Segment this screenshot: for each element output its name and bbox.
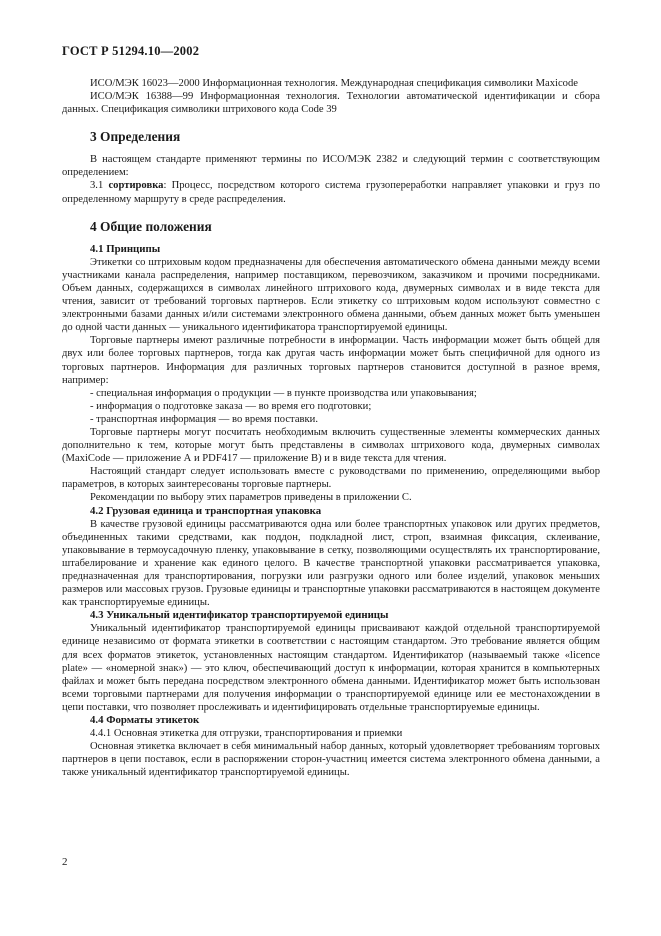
page-number: 2	[62, 856, 68, 868]
definition-3-1	[62, 179, 600, 205]
definition-term: сортировка	[108, 180, 164, 192]
section-4-title: 4 Общие положения	[90, 218, 212, 234]
section-3-title: 3 Определения	[90, 129, 181, 145]
normative-reference-2: ИСО/МЭК 16388—99 Информационная технология. Технологии автоматической идентификации и сбора данных. Спецификация символики штрихового кода Code 39	[62, 91, 600, 116]
section-3-intro: В настоящем стандарте применяют термины по ИСО/МЭК 2382 и следующий термин с соответствующим определением:	[62, 154, 600, 179]
subsection-4-4-1-title: 4.4.1 Основная этикетка для отгрузки, транспортирования и приемки	[90, 728, 403, 740]
list-item: - специальная информация о продукции — в пункте производства или упаковывания;	[90, 387, 477, 399]
paragraph: Настоящий стандарт следует использовать вместе с руководствами по применению, определяющими выбор параметров, в которых заинтересованы торговые партнеры.	[62, 466, 600, 491]
subsection-4-1-title: 4.1 Принципы	[90, 242, 161, 255]
list-item: - транспортная информация — во время поставки.	[90, 413, 318, 425]
paragraph: Рекомендации по выбору этих параметров приведены в приложении С.	[90, 492, 412, 504]
paragraph: Торговые партнеры имеют различные потребности в информации. Часть информации может быть общей для двух или более торговых партнеров, тогда как другая часть информации может быть специфичной для одного из торговых партнеров. Информация для различных торговых партнеров становится доступной в разное время, например:	[62, 335, 600, 386]
list-item: - информация о подготовке заказа — во время его подготовки;	[90, 400, 372, 412]
document-page	[62, 44, 600, 780]
definition-number: 3.1	[90, 180, 109, 192]
document-id-header: ГОСТ Р 51294.10—2002	[62, 44, 200, 58]
paragraph: Основная этикетка включает в себя минимальный набор данных, который удовлетворяет требованиям торговых партнеров в цепи поставок, если в распоряжении сторон-участниц имеется система электронного обмена данными, а также уникальный идентификатор транспортируемой единицы.	[62, 741, 600, 779]
definition-text: : Процесс, посредством которого система грузопереработки направляет упаковки и груз по определенному маршруту в среде распределения.	[62, 180, 600, 205]
normative-reference-1: ИСО/МЭК 16023—2000 Информационная технология. Международная спецификация символики Maxicode	[90, 78, 578, 89]
subsection-4-3-title: 4.3 Уникальный идентификатор транспортируемой единицы	[90, 609, 389, 622]
paragraph: В качестве грузовой единицы рассматриваются одна или более транспортных упаковок или других предметов, объединенных такими средствами, как поддон, подкладной лист, строп, взаимная фиксация, склеивание, упаковывание в термоусадочную пленку, упаковывание в сетку, позволяющими осуществлять их транспортирование, штабелирование и хранение как единого целого. В качестве транспортной упаковки рассматривается упаковка, предназначенная для транспортирования, погрузки или разгрузки одного или более изделий, упаковок меньших размеров или массовых грузов. Грузовые единицы и транспортные упаковки рассматриваются в настоящем документе как транспортируемые единицы.	[62, 518, 600, 609]
paragraph: Этикетки со штриховым кодом предназначены для обеспечения автоматического обмена данными между всеми участниками канала распределения, например поставщиком, перевозчиком, заказчиком и прочими посредниками. Объем данных, содержащихся в символах линейного штрихового кода, двумерных символах и в виде текста для чтения, зависит от требований торговых партнеров. Если этикетку со штриховым кодом используют совместно с электронными базами данных и/или системами электронного обмена данными, объем данных может быть уменьшен до одной части данных — уникального идентификатора транспортируемой единицы.	[62, 256, 600, 334]
subsection-4-2-title: 4.2 Грузовая единица и транспортная упаковка	[90, 504, 322, 517]
paragraph: Уникальный идентификатор транспортируемой единицы присваивают каждой отдельной транспортируемой единице независимо от формата этикетки в соответствии с настоящим стандартом. Это требование является общим для всех форматов этикеток, установленных настоящим стандартом. Идентификатор (называемый также «licence plate» — «номерной знак») — это ключ, обеспечивающий доступ к информации, которая хранится в компьютерных файлах и может быть передана посредством электронного обмена данными. Идентификатор может быть использован всеми торговыми партнерами для получения информации о транспортируемой единице или ее местонахождении в цепи поставки, что позволяет прослеживать и идентифицировать отдельные транспортируемые единицы.	[62, 623, 600, 713]
subsection-4-4-title: 4.4 Форматы этикеток	[90, 714, 200, 727]
paragraph: Торговые партнеры могут посчитать необходимым включить существенные элементы коммерческих данных дополнительно к тем, которые могут быть представлены в символах штрихового кода, двумерных символах (MaxiCode — приложение А и PDF417 — приложение В) и в виде текста для чтения.	[62, 426, 600, 465]
